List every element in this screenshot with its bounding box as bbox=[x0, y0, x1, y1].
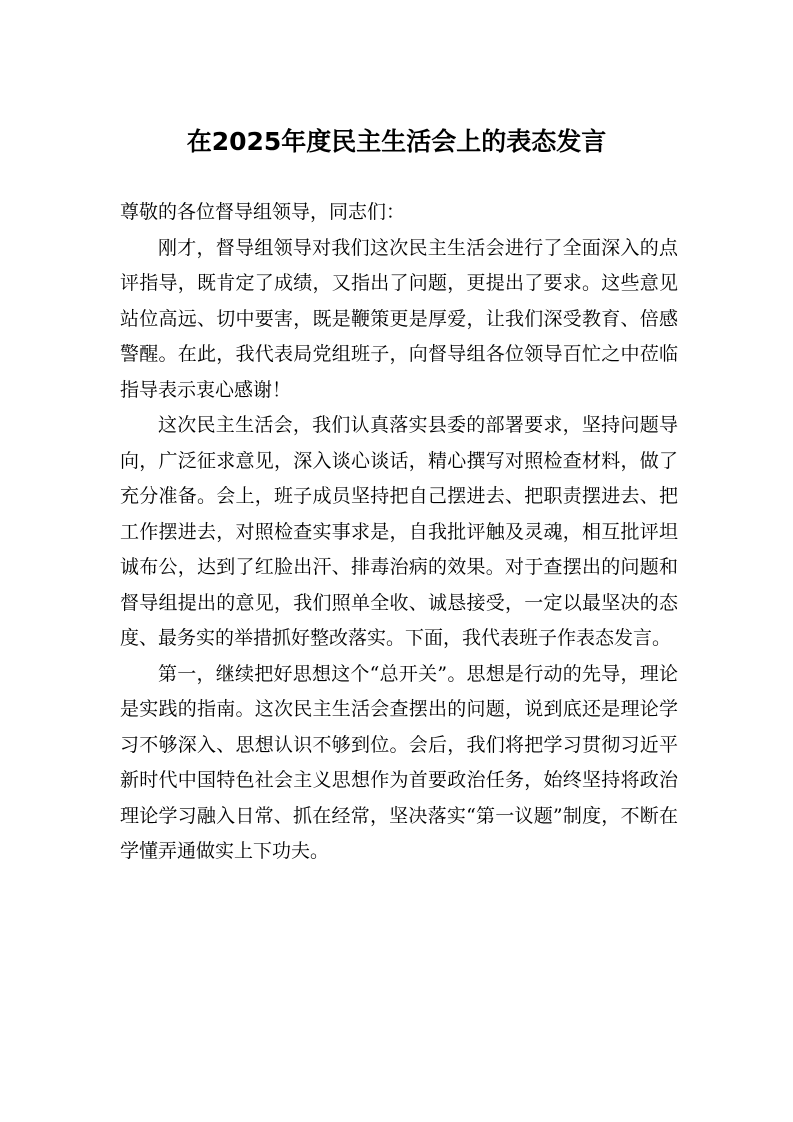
paragraph-2: 这次民主生活会，我们认真落实县委的部署要求，坚持问题导向，广泛征求意见，深入谈心谈话，精心撰写对照检查材料，做了充分准备。会上，班子成员坚持把自己摆进去、把职责摆进去、把工作摆进去，对照检查实事求是，自我批评触及灵魂，相互批评坦诚布公，达到了红脸出汗、排毒治病的效果。对于查摆出的问题和督导组提出的意见，我们照单全收、诚恳接受，一定以最坚决的态度、最务实的举措抓好整改落实。下面，我代表班子作表态发言。 bbox=[120, 414, 678, 649]
paragraph-1: 刚才，督导组领导对我们这次民主生活会进行了全面深入的点评指导，既肯定了成绩，又指出了问题，更提出了要求。这些意见站位高远、切中要害，既是鞭策更是厚爱，让我们深受教育、倍感警醒。在此，我代表局党组班子，向督导组各位领导百忙之中莅临指导表示衷心感谢！ bbox=[120, 236, 678, 401]
document-body bbox=[120, 195, 678, 870]
salutation: 尊敬的各位督导组领导，同志们： bbox=[120, 201, 406, 223]
document-title: 在2025年度民主生活会上的表态发言 bbox=[186, 127, 607, 156]
paragraph-3: 第一，继续把好思想这个“总开关”。思想是行动的先导，理论是实践的指南。这次民主生活会查摆出的问题，说到底还是理论学习不够深入、思想认识不够到位。会后，我们将把学习贯彻习近平新时代中国特色社会主义思想作为首要政治任务，始终坚持将政治理论学习融入日常、抓在经常，坚决落实“第一议题”制度，不断在学懂弄通做实上下功夫。 bbox=[120, 662, 678, 862]
